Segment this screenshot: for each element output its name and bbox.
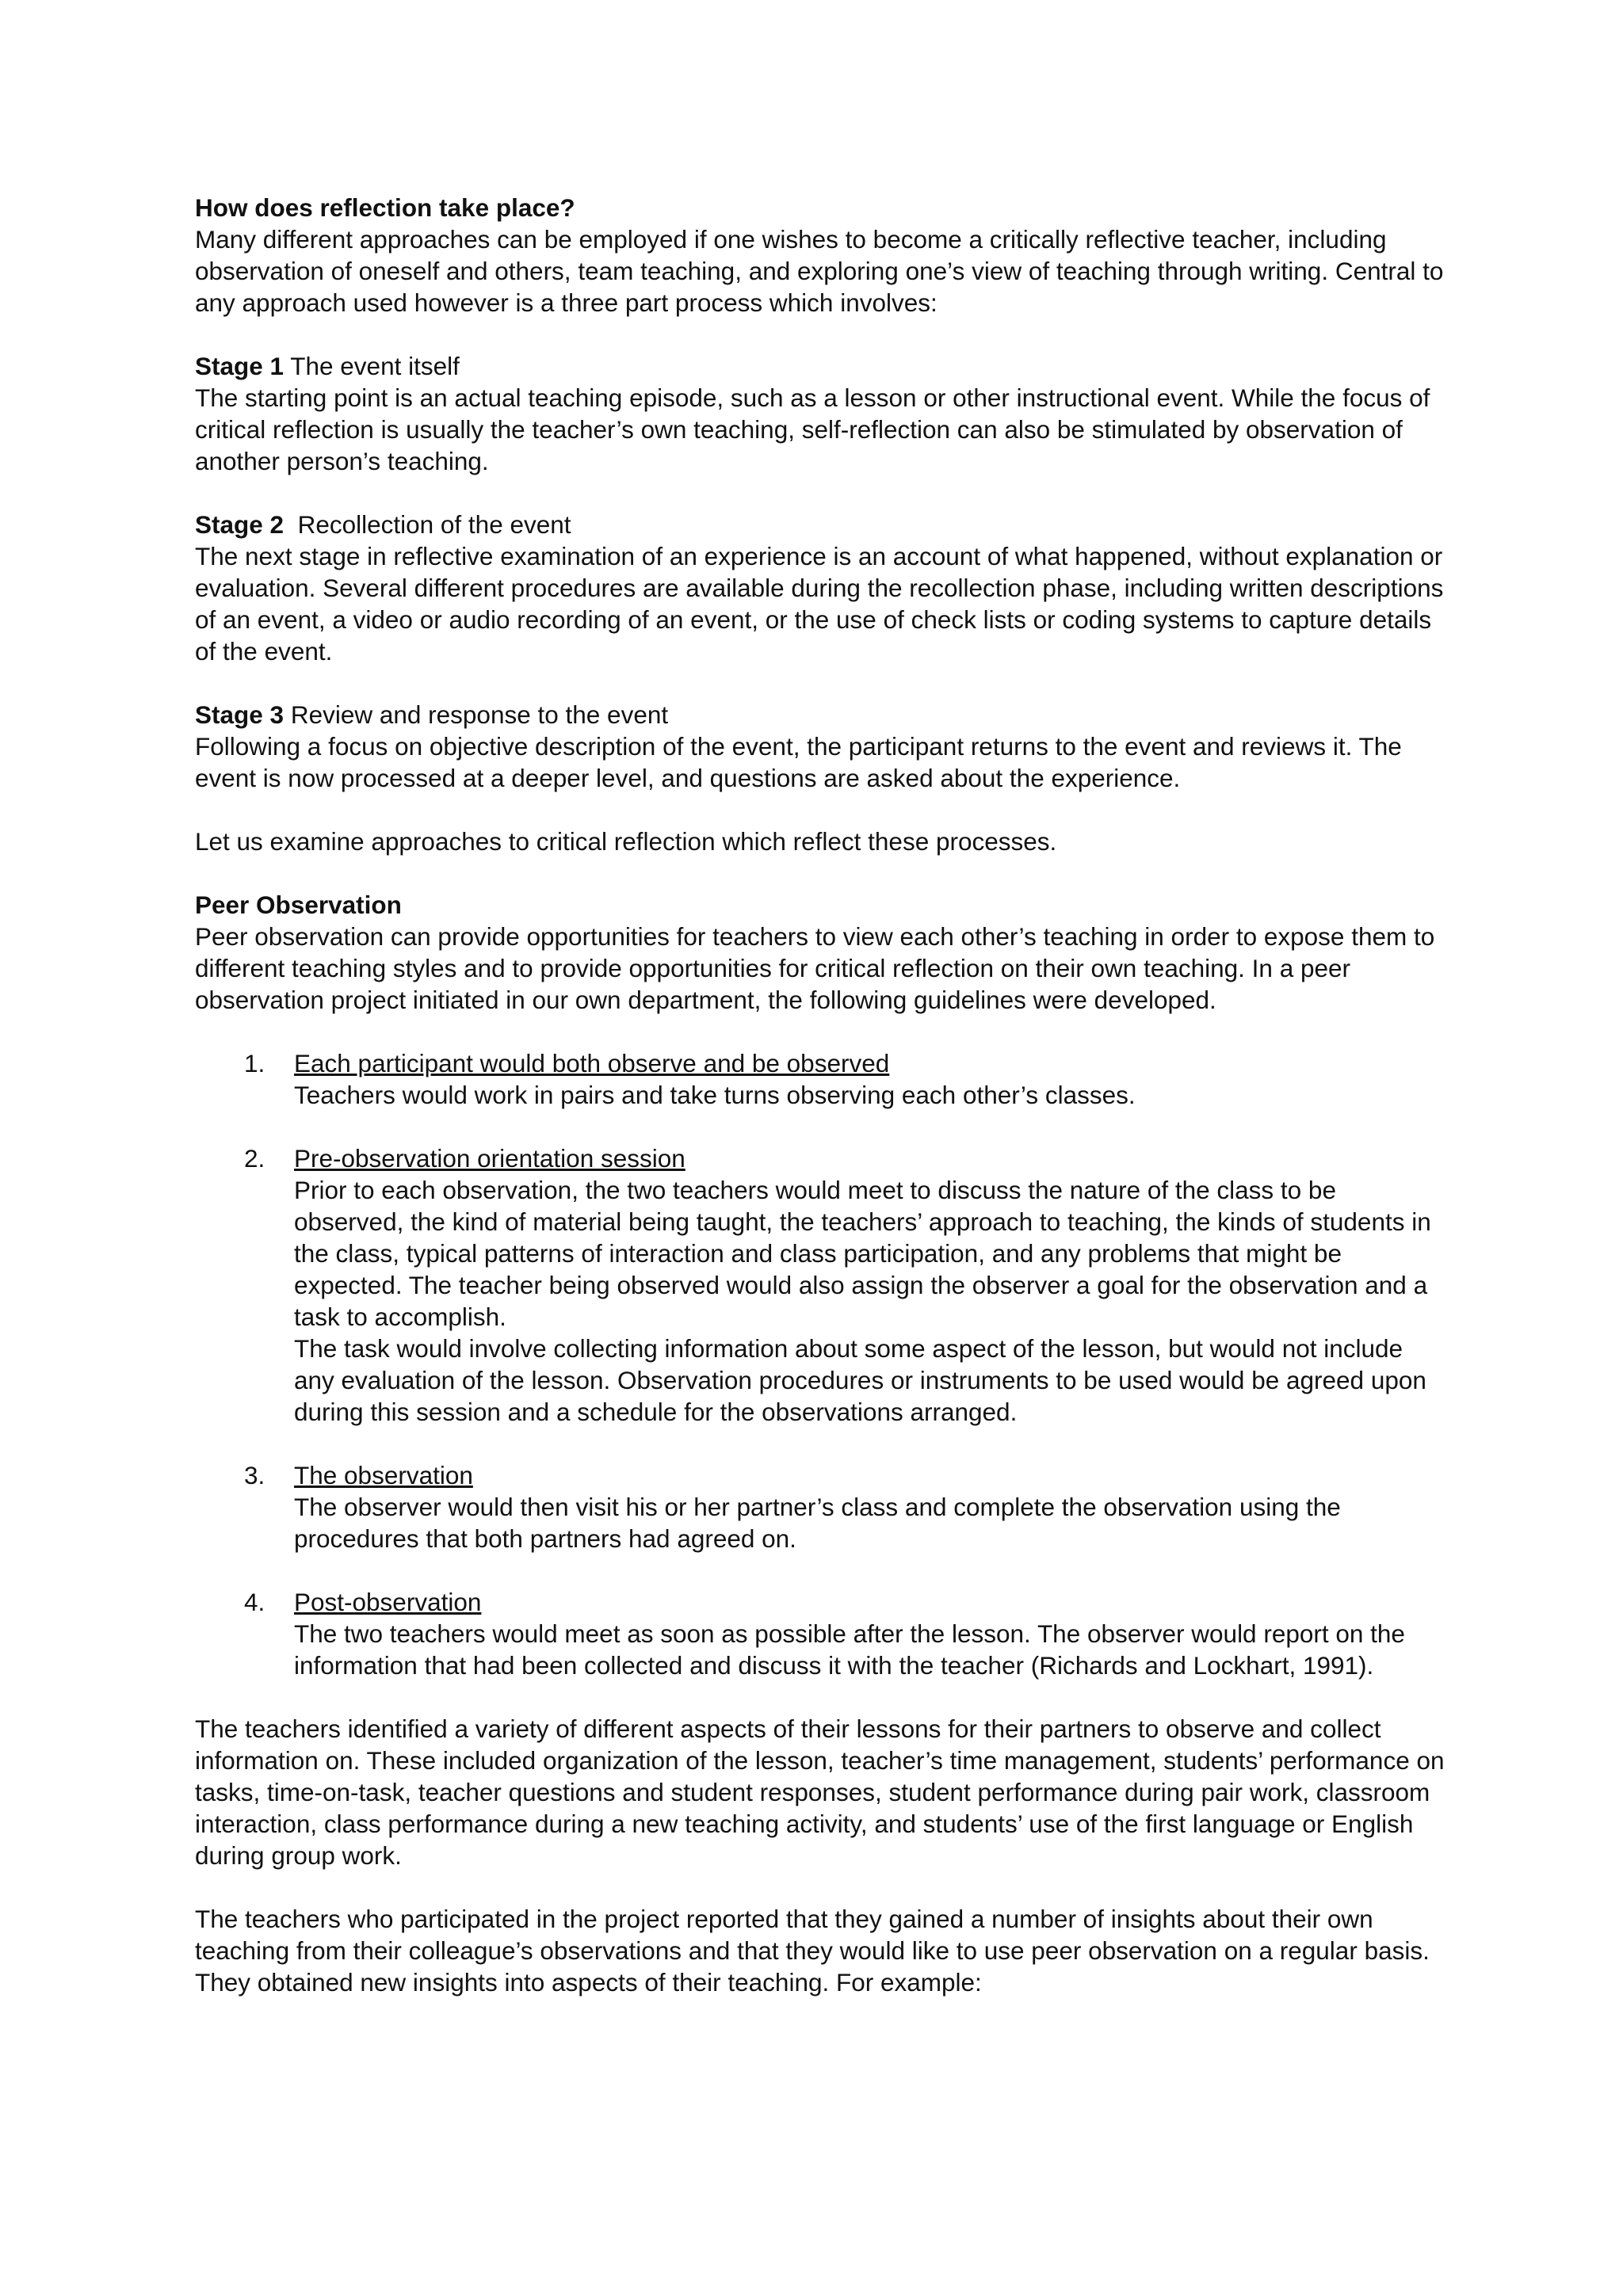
stage-1 <box>195 350 1447 477</box>
item-title: Pre-observation orientation session <box>294 1144 685 1173</box>
peer-observation-section <box>195 889 1447 1016</box>
item-text: The two teachers would meet as soon as possible after the lesson. The observer would report on the information that had been collected and discuss it with the teacher (Richards and Lockhart, 1991). <box>294 1619 1405 1680</box>
stage-heading <box>195 509 1447 540</box>
stage-paragraph: The next stage in reflective examination of an experience is an account of what happened, without explanation or evaluation. Several different procedures are available during the recollection phase, including written descriptions of an event, a video or audio recording of an event, or the use of check lists or coding systems to capture details of the event. <box>195 542 1444 666</box>
stage-label: Stage 3 <box>195 700 285 729</box>
item-number: 3. <box>244 1461 265 1489</box>
peer-paragraph: Peer observation can provide opportunities for teachers to view each other’s teaching in order to expose them to different teaching styles and to provide opportunities for critical reflection on their own teaching. In a peer observation project initiated in our own department, the following guidelines were developed. <box>195 922 1435 1014</box>
stage-3 <box>195 699 1447 794</box>
list-item <box>195 1142 1447 1428</box>
item-text: Prior to each observation, the two teachers would meet to discuss the nature of the class to be observed, the kind of material being taught, the teachers’ approach to teaching, the kinds of students in the class, typical patterns of interaction and class participation, and any problems that might be expected. The teacher being observed would also assign the observer a goal for the observation and a task to accomplish. <box>294 1176 1431 1331</box>
list-item <box>195 1586 1447 1681</box>
stage-2 <box>195 509 1447 667</box>
item-title: The observation <box>294 1461 473 1489</box>
document-page <box>195 192 1447 1998</box>
item-text: The observer would then visit his or her partner’s class and complete the observation using the procedures that both partners had agreed on. <box>294 1493 1341 1553</box>
item-text-continued: The task would involve collecting information about some aspect of the lesson, but would not include any evaluation of the lesson. Observation procedures or instruments to be used would be agreed upon during this session and a schedule for the observations arranged. <box>294 1334 1426 1426</box>
item-number: 2. <box>244 1144 265 1173</box>
item-number: 4. <box>244 1588 265 1616</box>
item-text: Teachers would work in pairs and take turns observing each other’s classes. <box>294 1081 1136 1109</box>
stage-title: Review and response to the event <box>284 700 669 729</box>
item-title: Post-observation <box>294 1588 482 1616</box>
closing-paragraph: The teachers who participated in the project reported that they gained a number of insights about their own teaching from their colleague’s observations and that they would like to use peer observation on a regular basis. They obtained new insights into aspects of their teaching. For example: <box>195 1905 1430 1997</box>
stage-heading <box>195 699 1447 730</box>
list-item <box>195 1047 1447 1111</box>
transition-paragraph: Let us examine approaches to critical reflection which reflect these processes. <box>195 827 1057 856</box>
closing-paragraph: The teachers identified a variety of different aspects of their lessons for their partners to observe and collect information on. These included organization of the lesson, teacher’s time management, students’ performance on tasks, time-on-task, teacher questions and student responses, student performance during pair work, classroom interaction, class performance during a new teaching activity, and students’ use of the first language or English during group work. <box>195 1714 1445 1870</box>
stage-title: The event itself <box>284 352 460 380</box>
stage-paragraph: The starting point is an actual teaching episode, such as a lesson or other instructional event. While the focus of critical reflection is usually the teacher’s own teaching, self-reflection can also be stimulated by observation of another person’s teaching. <box>195 383 1430 475</box>
stage-heading <box>195 350 1447 382</box>
peer-heading: Peer Observation <box>195 891 402 919</box>
item-title: Each participant would both observe and be observed <box>294 1049 890 1077</box>
stage-paragraph: Following a focus on objective description of the event, the participant returns to the event and reviews it. The event is now processed at a deeper level, and questions are asked about the experience. <box>195 732 1402 792</box>
guidelines-list <box>195 1047 1447 1681</box>
item-number: 1. <box>244 1049 265 1077</box>
list-item <box>195 1459 1447 1554</box>
stage-label: Stage 1 <box>195 352 285 380</box>
stage-label: Stage 2 <box>195 510 285 539</box>
intro-paragraph: Many different approaches can be employed if one wishes to become a critically reflective teacher, including observation of oneself and others, team teaching, and exploring one’s view of teaching through writing. Central to any approach used however is a three part process which involves: <box>195 225 1444 317</box>
stage-title: Recollection of the event <box>284 510 571 539</box>
intro-heading: How does reflection take place? <box>195 193 575 222</box>
